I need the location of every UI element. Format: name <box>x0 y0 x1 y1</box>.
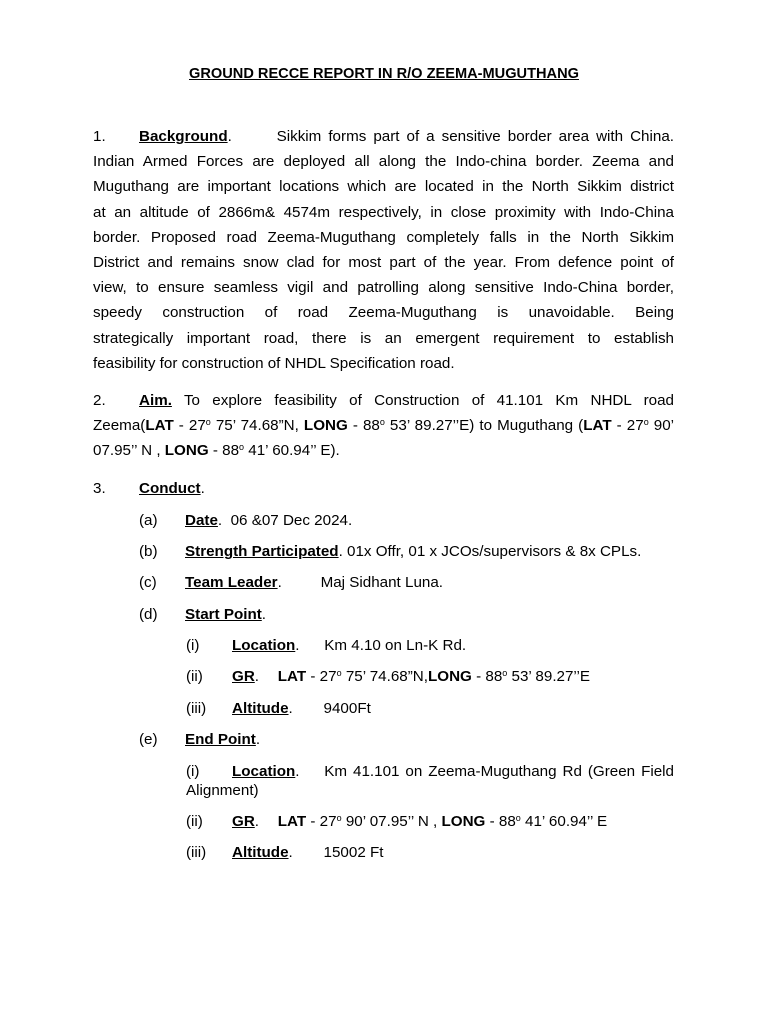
item-start-point: (d) Start Point. <box>139 606 267 623</box>
item-end-point: (e) End Point. <box>139 731 261 748</box>
item-strength: (b) Strength Participated. 01x Offr, 01 x JCOs/supervisors & 8x CPLs. <box>139 543 642 560</box>
body-line: speedy construction of road Zeema-Muguthang is unavoidable. Being <box>93 304 674 322</box>
body-line: feasibility for construction of NHDL Specification road. <box>93 354 455 372</box>
body-line: Indian Armed Forces are deployed all along the Indo-china border. Zeema and <box>93 153 674 171</box>
section-heading: Background <box>139 128 228 145</box>
end-gr: (ii) GR. LAT - 27$^o$ 90’ 07.95’’ N , LONG - 88$^o$ 41’ 60.94’’ E <box>186 813 608 830</box>
coordinates-line: 07.95’’ N , LONG - 88$^o$ 41’ 60.94’’ E). <box>93 442 340 460</box>
start-altitude: (iii) Altitude. 9400Ft <box>186 700 371 717</box>
body-line: border. Proposed road Zeema-Muguthang completely falls in the North Sikkim <box>93 228 674 246</box>
section-heading: Conduct <box>139 480 201 497</box>
start-location: (i) Location. Km 4.10 on Ln-K Rd. <box>186 637 467 654</box>
section-number: 1. <box>93 128 106 145</box>
section-number: 2. <box>93 392 106 409</box>
coordinates-line: Zeema(LAT - 27$^o$ 75’ 74.68”N, LONG - 88$^o$ 53’ 89.27’’E) to Muguthang (LAT - 27$^o$ 90’ <box>93 417 675 435</box>
body-line: view, to ensure seamless vigil and patrolling along sensitive Indo-China border, <box>93 279 674 297</box>
end-altitude: (iii) Altitude. 15002 Ft <box>186 844 384 861</box>
section-heading: Aim. <box>139 392 172 409</box>
end-location: (i) Location. Km 41.101 on Zeema-Muguthang Rd (Green Field Alignment) <box>186 763 674 799</box>
body-line: To explore feasibility of Construction of 41.101 Km NHDL road <box>183 392 674 409</box>
body-line: at an altitude of 2866m& 4574m respectively, in close proximity with Indo-China <box>93 203 674 221</box>
section-number: 3. <box>93 480 106 497</box>
section-conduct: 3. Conduct. <box>93 480 205 497</box>
item-team-leader: (c) Team Leader. Maj Sidhant Luna. <box>139 574 444 591</box>
section-background: 1. Background. Sikkim forms part of a sensitive border area with China. Indian Armed Forces are deployed all along the Indo-china border. Zeema and Muguthang are important locations which are located in the North Sikkim district at an altitude of 2866m& 4574m respectively, in close proximity with Indo-China border. Proposed road Zeema-Muguthang completely falls in the North Sikkim District and remains snow clad for most part of the year. From defence point of view, to ensure seamless vigil and patrolling along sensitive Indo-China border, speedy construction of road Zeema-Muguthang is unavoidable. Being strategically important road, there is an emergent requirement to establish feasibility for construction of NHDL Specification road. <box>93 124 674 376</box>
body-line: District and remains snow clad for most part of the year. From defence point of <box>93 254 674 272</box>
body-line: Muguthang are important locations which are located in the North Sikkim district <box>93 178 674 196</box>
report-title: GROUND RECCE REPORT IN R/O ZEEMA-MUGUTHANG <box>189 66 579 82</box>
body-line: strategically important road, there is an emergent requirement to establish <box>93 329 674 347</box>
section-aim <box>93 388 674 464</box>
start-gr: (ii) GR. LAT - 27$^o$ 75’ 74.68”N,LONG - 88$^o$ 53’ 89.27’’E <box>186 668 591 685</box>
item-date: (a) Date. 06 &07 Dec 2024. <box>139 512 353 529</box>
body-line: Sikkim forms part of a sensitive border area with China. <box>276 128 674 145</box>
